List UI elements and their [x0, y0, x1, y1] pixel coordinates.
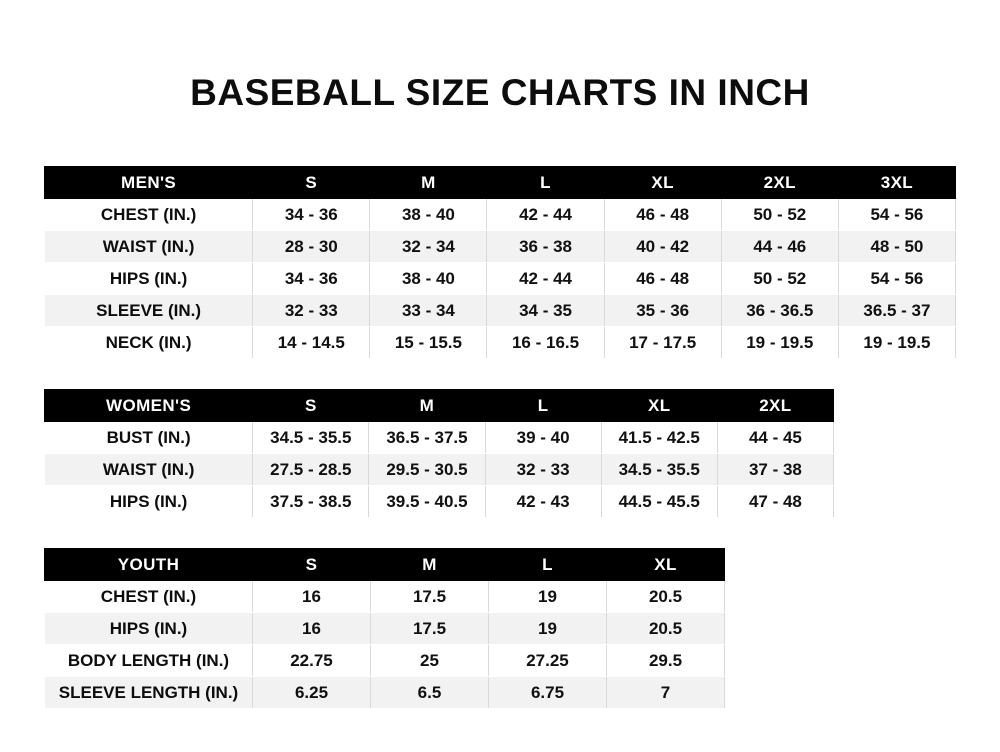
cell-value: 54 - 56 — [838, 199, 955, 231]
youth-header-m: M — [371, 549, 489, 581]
table-row — [45, 454, 834, 486]
row-label: BUST (IN.) — [45, 422, 253, 454]
cell-value: 46 - 48 — [604, 199, 721, 231]
womens-header-s: S — [253, 390, 369, 422]
cell-value: 16 — [253, 613, 371, 645]
cell-value: 50 - 52 — [721, 199, 838, 231]
table-row — [45, 422, 834, 454]
cell-value: 29.5 - 30.5 — [369, 454, 485, 486]
womens-table-header — [45, 390, 834, 422]
cell-value: 36 - 38 — [487, 231, 604, 263]
mens-table-header — [45, 167, 956, 199]
womens-header-xl: XL — [601, 390, 717, 422]
cell-value: 36 - 36.5 — [721, 295, 838, 327]
table-header-row — [45, 390, 834, 422]
row-label: HIPS (IN.) — [45, 263, 253, 295]
table-row — [45, 231, 956, 263]
cell-value: 38 - 40 — [370, 199, 487, 231]
cell-value: 38 - 40 — [370, 263, 487, 295]
cell-value: 25 — [371, 645, 489, 677]
cell-value: 27.5 - 28.5 — [253, 454, 369, 486]
youth-table-body — [45, 581, 725, 709]
youth-header-l: L — [489, 549, 607, 581]
row-label: SLEEVE (IN.) — [45, 295, 253, 327]
row-label: WAIST (IN.) — [45, 231, 253, 263]
cell-value: 34 - 36 — [253, 263, 370, 295]
cell-value: 29.5 — [607, 645, 725, 677]
mens-header-2xl: 2XL — [721, 167, 838, 199]
table-row — [45, 295, 956, 327]
row-label: WAIST (IN.) — [45, 454, 253, 486]
cell-value: 44.5 - 45.5 — [601, 486, 717, 518]
cell-value: 17 - 17.5 — [604, 327, 721, 359]
row-label: HIPS (IN.) — [45, 486, 253, 518]
cell-value: 37.5 - 38.5 — [253, 486, 369, 518]
row-label: BODY LENGTH (IN.) — [45, 645, 253, 677]
womens-header-2xl: 2XL — [717, 390, 833, 422]
cell-value: 17.5 — [371, 613, 489, 645]
cell-value: 39 - 40 — [485, 422, 601, 454]
cell-value: 32 - 34 — [370, 231, 487, 263]
youth-header-s: S — [253, 549, 371, 581]
cell-value: 16 - 16.5 — [487, 327, 604, 359]
cell-value: 47 - 48 — [717, 486, 833, 518]
mens-header-xl: XL — [604, 167, 721, 199]
cell-value: 40 - 42 — [604, 231, 721, 263]
cell-value: 46 - 48 — [604, 263, 721, 295]
cell-value: 19 - 19.5 — [721, 327, 838, 359]
mens-table-body — [45, 199, 956, 359]
cell-value: 48 - 50 — [838, 231, 955, 263]
row-label: CHEST (IN.) — [45, 199, 253, 231]
mens-header-3xl: 3XL — [838, 167, 955, 199]
table-row — [45, 263, 956, 295]
cell-value: 42 - 44 — [487, 199, 604, 231]
row-label: SLEEVE LENGTH (IN.) — [45, 677, 253, 709]
row-label: CHEST (IN.) — [45, 581, 253, 613]
cell-value: 16 — [253, 581, 371, 613]
cell-value: 33 - 34 — [370, 295, 487, 327]
cell-value: 14 - 14.5 — [253, 327, 370, 359]
womens-size-table — [44, 389, 834, 518]
page-title: BASEBALL SIZE CHARTS IN INCH — [190, 72, 810, 113]
mens-header-s: S — [253, 167, 370, 199]
table-row — [45, 327, 956, 359]
cell-value: 44 - 45 — [717, 422, 833, 454]
table-row — [45, 199, 956, 231]
cell-value: 39.5 - 40.5 — [369, 486, 485, 518]
cell-value: 44 - 46 — [721, 231, 838, 263]
womens-header-l: L — [485, 390, 601, 422]
cell-value: 22.75 — [253, 645, 371, 677]
mens-header-l: L — [487, 167, 604, 199]
table-row — [45, 645, 725, 677]
cell-value: 20.5 — [607, 581, 725, 613]
cell-value: 34 - 35 — [487, 295, 604, 327]
table-row — [45, 581, 725, 613]
youth-header-category: YOUTH — [45, 549, 253, 581]
youth-header-xl: XL — [607, 549, 725, 581]
table-row — [45, 613, 725, 645]
cell-value: 15 - 15.5 — [370, 327, 487, 359]
womens-table-body — [45, 422, 834, 518]
mens-size-table — [44, 166, 956, 359]
cell-value: 28 - 30 — [253, 231, 370, 263]
cell-value: 41.5 - 42.5 — [601, 422, 717, 454]
cell-value: 42 - 44 — [487, 263, 604, 295]
table-header-row — [45, 167, 956, 199]
cell-value: 37 - 38 — [717, 454, 833, 486]
cell-value: 7 — [607, 677, 725, 709]
cell-value: 42 - 43 — [485, 486, 601, 518]
youth-table-header — [45, 549, 725, 581]
womens-header-category: WOMEN'S — [45, 390, 253, 422]
cell-value: 34 - 36 — [253, 199, 370, 231]
cell-value: 6.5 — [371, 677, 489, 709]
row-label: HIPS (IN.) — [45, 613, 253, 645]
cell-value: 36.5 - 37.5 — [369, 422, 485, 454]
cell-value: 17.5 — [371, 581, 489, 613]
table-row — [45, 486, 834, 518]
table-header-row — [45, 549, 725, 581]
mens-header-m: M — [370, 167, 487, 199]
cell-value: 54 - 56 — [838, 263, 955, 295]
cell-value: 27.25 — [489, 645, 607, 677]
tables-container — [0, 166, 1000, 709]
cell-value: 20.5 — [607, 613, 725, 645]
cell-value: 35 - 36 — [604, 295, 721, 327]
row-label: NECK (IN.) — [45, 327, 253, 359]
cell-value: 36.5 - 37 — [838, 295, 955, 327]
cell-value: 32 - 33 — [253, 295, 370, 327]
table-row — [45, 677, 725, 709]
cell-value: 6.25 — [253, 677, 371, 709]
cell-value: 19 — [489, 581, 607, 613]
cell-value: 34.5 - 35.5 — [601, 454, 717, 486]
cell-value: 34.5 - 35.5 — [253, 422, 369, 454]
cell-value: 19 — [489, 613, 607, 645]
youth-size-table — [44, 548, 725, 709]
cell-value: 32 - 33 — [485, 454, 601, 486]
womens-header-m: M — [369, 390, 485, 422]
cell-value: 6.75 — [489, 677, 607, 709]
cell-value: 19 - 19.5 — [838, 327, 955, 359]
mens-header-category: MEN'S — [45, 167, 253, 199]
cell-value: 50 - 52 — [721, 263, 838, 295]
